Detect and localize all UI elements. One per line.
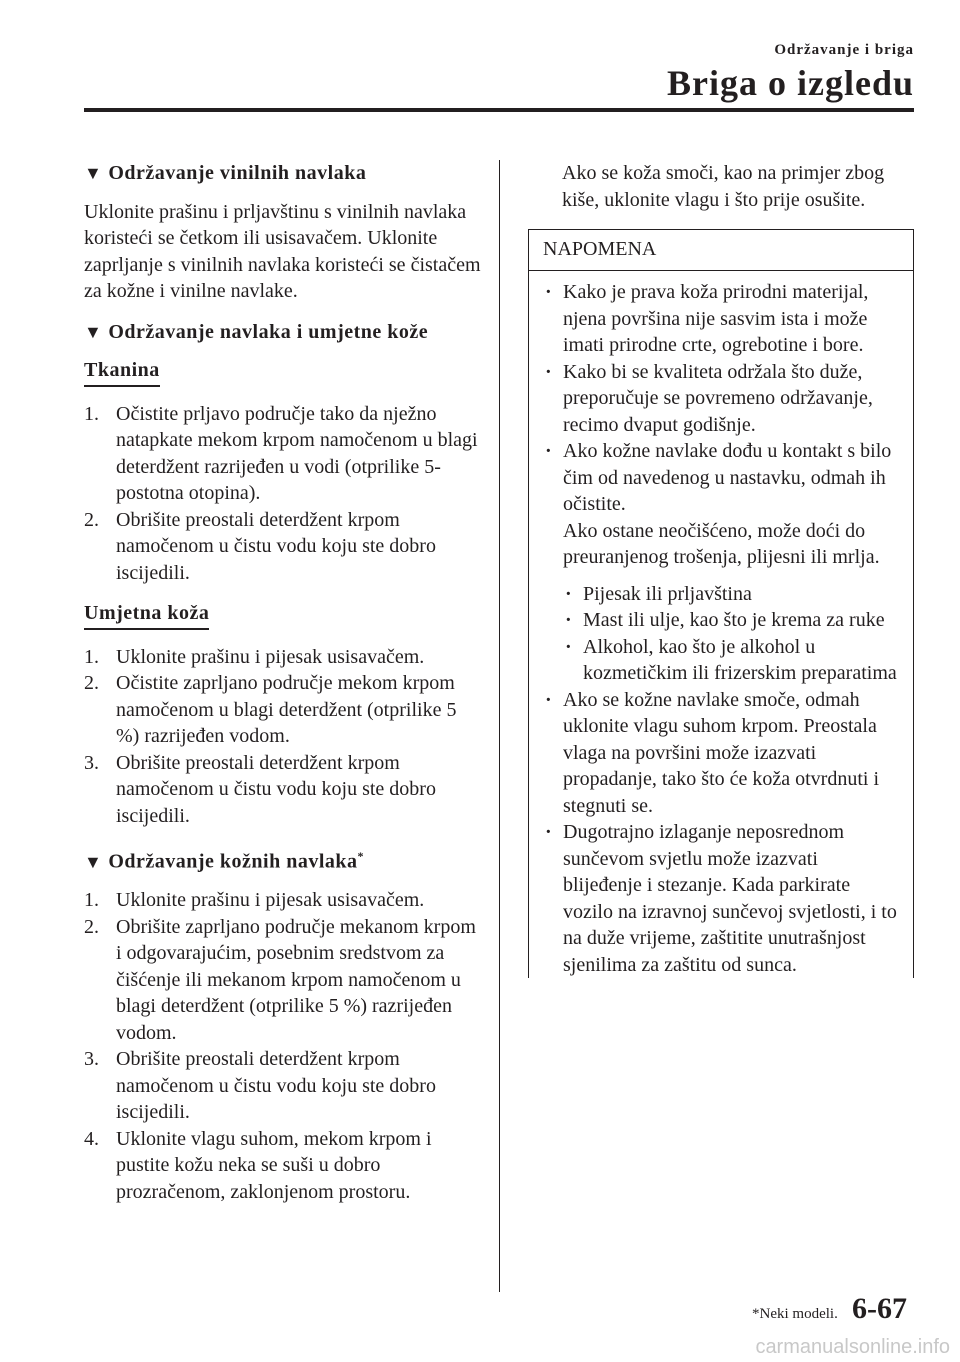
triangle-icon: ▼ [84,163,103,183]
list-item: 1. Očistite prljavo područje tako da nježno natapkate mekom krpom namočenom u blagi deterdžent razrijeđen u vodi (otprilike 5-postotna otopina). [84,402,478,504]
bullet-icon: · [545,360,552,383]
list-item: 2. Obrišite preostali deterdžent krpom namočenom u čistu vodu koju ste dobro iscijedili. [84,508,436,584]
note-subbullet: · Mast ili ulje, kao što je krema za ruke [543,607,899,634]
list-item: 4. Uklonite vlagu suhom, mekom krpom i pustite kožu neka se suši u dobro prozračenom, zaklonjenom prostoru. [84,1127,432,1203]
bullet-icon: · [545,440,552,462]
right-column [528,160,914,978]
bullet-icon: · [565,609,572,631]
vinyl-heading: ▼ Održavanje vinilnih navlaka [84,160,484,187]
tkanina-steps [84,401,484,587]
left-column [84,160,484,1219]
umjetna-subheading: Umjetna koža [84,600,209,630]
bullet-icon: · [565,582,572,605]
note-subbullet: · Alkohol, kao što je alkohol u kozmetičkim ili frizerskim preparatima [565,635,897,684]
page-number: 6-67 [852,1292,907,1325]
section-title: Održavanje i briga [774,42,914,58]
leather-steps [84,887,484,1205]
list-item: 3. Obrišite preostali deterdžent krpom namočenom u čistu vodu koju ste dobro iscijedili. [84,751,436,827]
list-item: 2. Obrišite zaprljano područje mekanom krpom i odgovarajućim, posebnim sredstvom za čišćenje ili mekanom krpom namočenom u blagi deterdžent (otprilike 5 %) razrijeđen vodom. [84,915,476,1044]
footnote: *Neki modeli. [752,1306,838,1322]
watermark: carmanualsonline.info [755,1336,950,1358]
umjetna-steps [84,644,484,830]
note-bullet: · Kako bi se kvaliteta održala što duže, preporučuje se povremeno održavanje, recimo dvaput godišnje. [545,360,873,436]
note-box [528,229,914,978]
bullet-icon: · [545,821,552,843]
wet-leather-paragraph: Ako se koža smoči, kao na primjer zbog kiše, uklonite vlagu i što prije osušite. [562,162,885,211]
triangle-icon: ▼ [84,851,103,872]
bullet-icon: · [545,688,552,711]
note-title: NAPOMENA [529,230,913,271]
list-item: 1. Uklonite prašinu i pijesak usisavačem. [84,889,425,912]
list-item: 3. Obrišite preostali deterdžent krpom namočenom u čistu vodu koju ste dobro iscijedili. [84,1048,436,1124]
vinyl-paragraph: Uklonite prašinu i prljavštinu s vinilnih navlaka koristeći se četkom ili usisavačem. Uklonite zaprljanje s vinilnih navlaka koristeći se čistačem za kožne i vinilne navlake. [84,200,481,302]
note-subbullet: · Pijesak ili prljavština [543,581,899,608]
note-bullet: · Dugotrajno izlaganje neposrednom sunčevom svjetlu može izazvati blijeđenje i stezanje. Kada parkirate vozilo na izravnoj sunčevoj svjetlosti, i to na duže vrijeme, zaštitite unutrašnjost sjenilima za zaštitu od sunca. [545,821,897,976]
column-divider [499,160,500,1292]
note-bullet: · Ako se kožne navlake smoče, odmah uklonite vlagu suhom krpom. Preostala vlaga na površini može izazvati propadanje, tako što će koža otvrdnuti i stegnuti se. [545,688,880,817]
leather-heading: ▼ Održavanje kožnih navlaka* [84,843,484,875]
bullet-icon: · [545,281,552,303]
header-divider [84,108,914,112]
fabric-heading: ▼ Održavanje navlaka i umjetne kože [84,319,484,346]
list-item: 1. Uklonite prašinu i pijesak usisavačem. [84,645,425,668]
note-bullet: · Kako je prava koža prirodni materijal, njena površina nije sasvim ista i može imati prirodne crte, ogrebotine i bore. [545,281,869,356]
note-bullet: · Ako kožne navlake dođu u kontakt s bilo čim od navedenog u nastavku, odmah ih očistite. Ako ostane neočišćeno, može doći do preuranjenog trošenja, plijesni ili mrlja. [545,440,892,568]
triangle-icon: ▼ [84,321,103,342]
bullet-icon: · [565,635,572,658]
list-item: 2. Očistite zaprljano područje mekom krpom namočenom u blagi deterdžent (otprilike 5 %) razrijeđen vodom. [84,672,457,747]
note-body [529,271,913,978]
tkanina-subheading: Tkanina [84,357,160,387]
page-title: Briga o izgledu [667,63,914,103]
